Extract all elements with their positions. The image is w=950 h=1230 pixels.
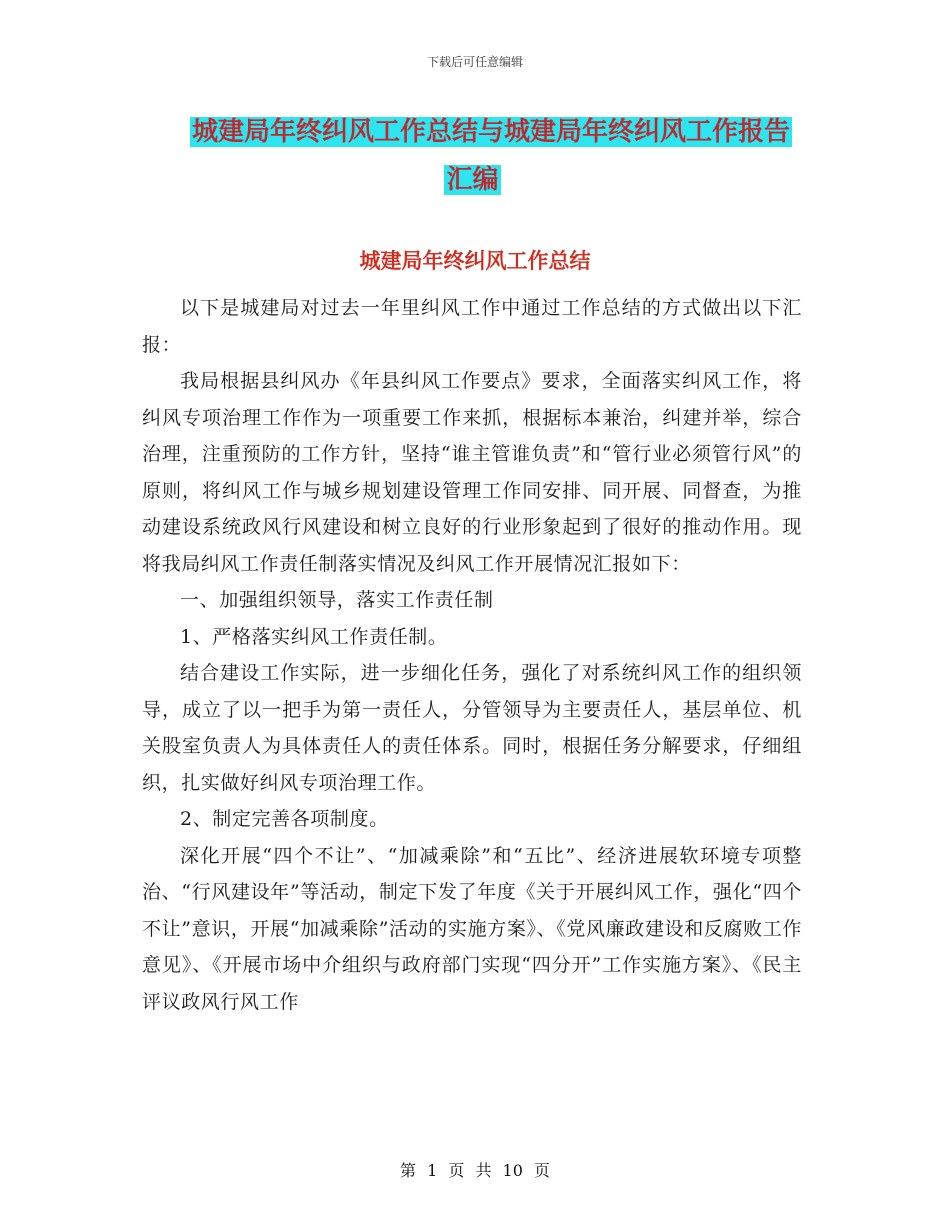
paragraph: 深化开展“四个不让”、“加减乘除”和“五比”、经济进展软环境专项整治、“行风建设年”等活动，制定下发了年度《关于开展纠风工作，强化“四个不让”意识，开展“加减乘除”活动的实施方案》、《党风廉政建设和反腐败工作意见》、《开展市场中介组织与政府部门实现“四分开”工作实施方案》、《民主评议政风行风工作 — [142, 844, 802, 1013]
subheading: 2、制定完善各项制度。 — [180, 808, 389, 830]
heading-1: 一、加强组织领导，落实工作责任制 — [180, 589, 494, 611]
body-text — [142, 290, 802, 1020]
paragraph: 以下是城建局对过去一年里纠风工作中通过工作总结的方式做出以下汇报： — [142, 297, 802, 356]
paragraph: 结合建设工作实际，进一步细化任务，强化了对系统纠风工作的组织领导，成立了以一把手为第一责任人，分管领导为主要责任人，基层单位、机关股室负责人为具体责任人的责任体系。同时，根据任务分解要求，仔细组织，扎实做好纠风专项治理工作。 — [142, 662, 802, 794]
page-number-footer: 第 1 页 共 10 页 — [400, 1161, 550, 1180]
document-title-line-1: 城建局年终纠风工作总结与城建局年终纠风工作报告 — [192, 117, 791, 147]
document-title — [190, 108, 815, 204]
paragraph: 我局根据县纠风办《年县纠风工作要点》要求，全面落实纠风工作，将纠风专项治理工作作为一项重要工作来抓，根据标本兼治，纠建并举，综合治理，注重预防的工作方针，坚持“谁主管谁负责”和“管行业必须管行风”的原则，将纠风工作与城乡规划建设管理工作同安排、同开展、同督查，为推动建设系统政风行风建设和树立良好的行业形象起到了很好的推动作用。现将我局纠风工作责任制落实情况及纠风工作开展情况汇报如下： — [142, 370, 802, 575]
subheading: 1、严格落实纠风工作责任制。 — [180, 625, 448, 648]
section-title: 城建局年终纠风工作总结 — [359, 249, 591, 273]
document-title-line-2: 汇编 — [446, 165, 499, 195]
header-note: 下载后可任意编辑 — [426, 55, 523, 69]
